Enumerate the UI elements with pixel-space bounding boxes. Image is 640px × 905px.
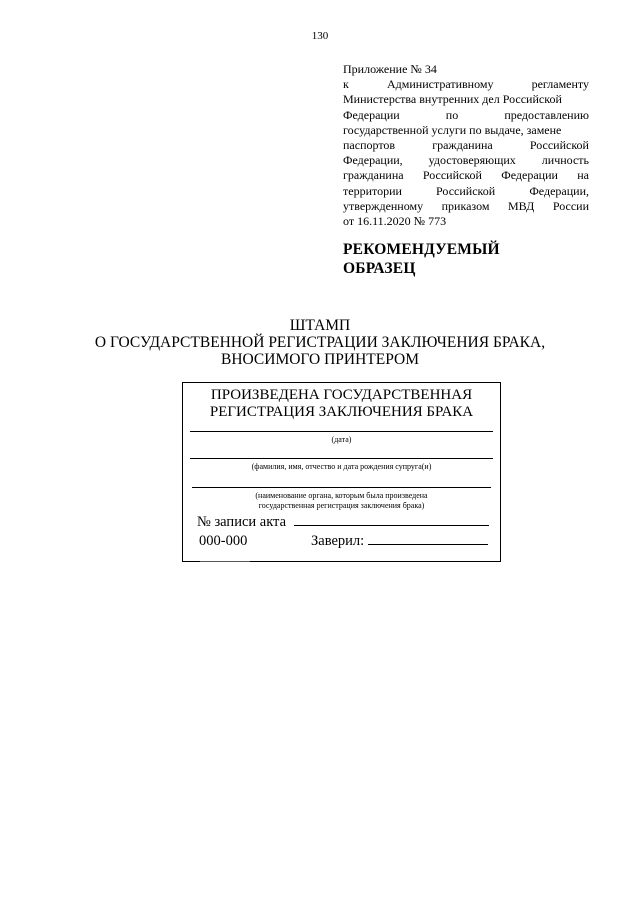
organ-caption-line-1: (наименование органа, которым была произведена [255, 491, 428, 500]
appendix-word: личность [541, 153, 589, 168]
appendix-word: Федерации [343, 107, 400, 122]
appendix-word: по [445, 107, 459, 122]
recommended-sample-label [343, 240, 500, 278]
appendix-word: Российской [422, 168, 482, 183]
stamp-heading [0, 317, 640, 368]
appendix-line [343, 153, 589, 168]
stamp-title [183, 387, 500, 421]
appendix-word: на [577, 168, 589, 183]
appendix-reference [343, 62, 589, 229]
organ-caption [183, 491, 500, 511]
appendix-line [343, 108, 589, 123]
organ-line [192, 487, 491, 488]
appendix-line [343, 168, 589, 183]
organ-caption-line-2: государственная регистрация заключения брака) [258, 501, 425, 510]
appendix-word: удостоверяющих [428, 153, 516, 168]
stamp-box [182, 382, 501, 562]
stamp-title-line-2: РЕГИСТРАЦИЯ ЗАКЛЮЧЕНИЯ БРАКА [209, 404, 474, 420]
page-number: 130 [311, 30, 329, 42]
recommended-line-2: ОБРАЗЕЦ [343, 260, 416, 277]
appendix-word: паспортов [343, 138, 396, 153]
appendix-word: России [552, 198, 589, 213]
appendix-word: территории [343, 183, 402, 198]
stamp-title-line-1: ПРОИЗВЕДЕНА ГОСУДАРСТВЕННАЯ [210, 387, 473, 403]
spouse-caption: (фамилия, имя, отчество и дата рождения супруга(и) [251, 462, 432, 471]
appendix-word: Федерации [501, 168, 558, 183]
appendix-word: Российской [529, 138, 589, 153]
appendix-word: предоставлению [504, 107, 589, 122]
appendix-word: приказом [441, 198, 490, 213]
appendix-word: от 16.11.2020 № 773 [343, 214, 447, 229]
record-line [294, 514, 489, 526]
record-row [197, 514, 489, 531]
appendix-word: гражданина [432, 138, 493, 153]
record-number: 000-000 [199, 533, 248, 549]
appendix-word: Российской [436, 183, 496, 198]
certified-label: Заверил: [311, 533, 365, 549]
stamp-heading-line-1: ШТАМП [289, 317, 351, 334]
appendix-line [343, 123, 589, 138]
appendix-word: утвержденному [343, 198, 424, 213]
appendix-word: Министерства внутренних дел Российской [343, 92, 562, 107]
appendix-word: Административному [386, 77, 494, 92]
appendix-word: Приложение № 34 [343, 62, 437, 76]
recommended-line-1: РЕКОМЕНДУЕМЫЙ [343, 241, 500, 258]
appendix-word: Федерации, [343, 153, 403, 168]
appendix-word: гражданина [343, 168, 404, 183]
appendix-line [343, 214, 589, 229]
date-caption: (дата) [331, 435, 352, 444]
certified-row [311, 533, 488, 550]
appendix-word: МВД [507, 198, 535, 213]
appendix-word: регламенту [531, 77, 589, 92]
record-label: № записи акта [197, 514, 287, 530]
appendix-word: государственной услуги по выдаче, замене [343, 122, 562, 137]
stamp-heading-line-2: О ГОСУДАРСТВЕННОЙ РЕГИСТРАЦИИ ЗАКЛЮЧЕНИЯ БРАКА, [94, 334, 546, 351]
appendix-line [343, 184, 589, 199]
appendix-word: к [343, 77, 349, 92]
spouse-line [190, 458, 493, 459]
appendix-line [343, 138, 589, 153]
certified-line [368, 533, 488, 545]
stamp-heading-line-3: ВНОСИМОГО ПРИНТЕРОМ [221, 351, 419, 368]
appendix-line [343, 92, 589, 107]
appendix-word: Федерации, [529, 183, 589, 198]
date-line [190, 431, 493, 432]
appendix-line [343, 62, 589, 77]
appendix-line [343, 77, 589, 92]
stamp-bottom-mark [200, 561, 250, 562]
appendix-line [343, 199, 589, 214]
